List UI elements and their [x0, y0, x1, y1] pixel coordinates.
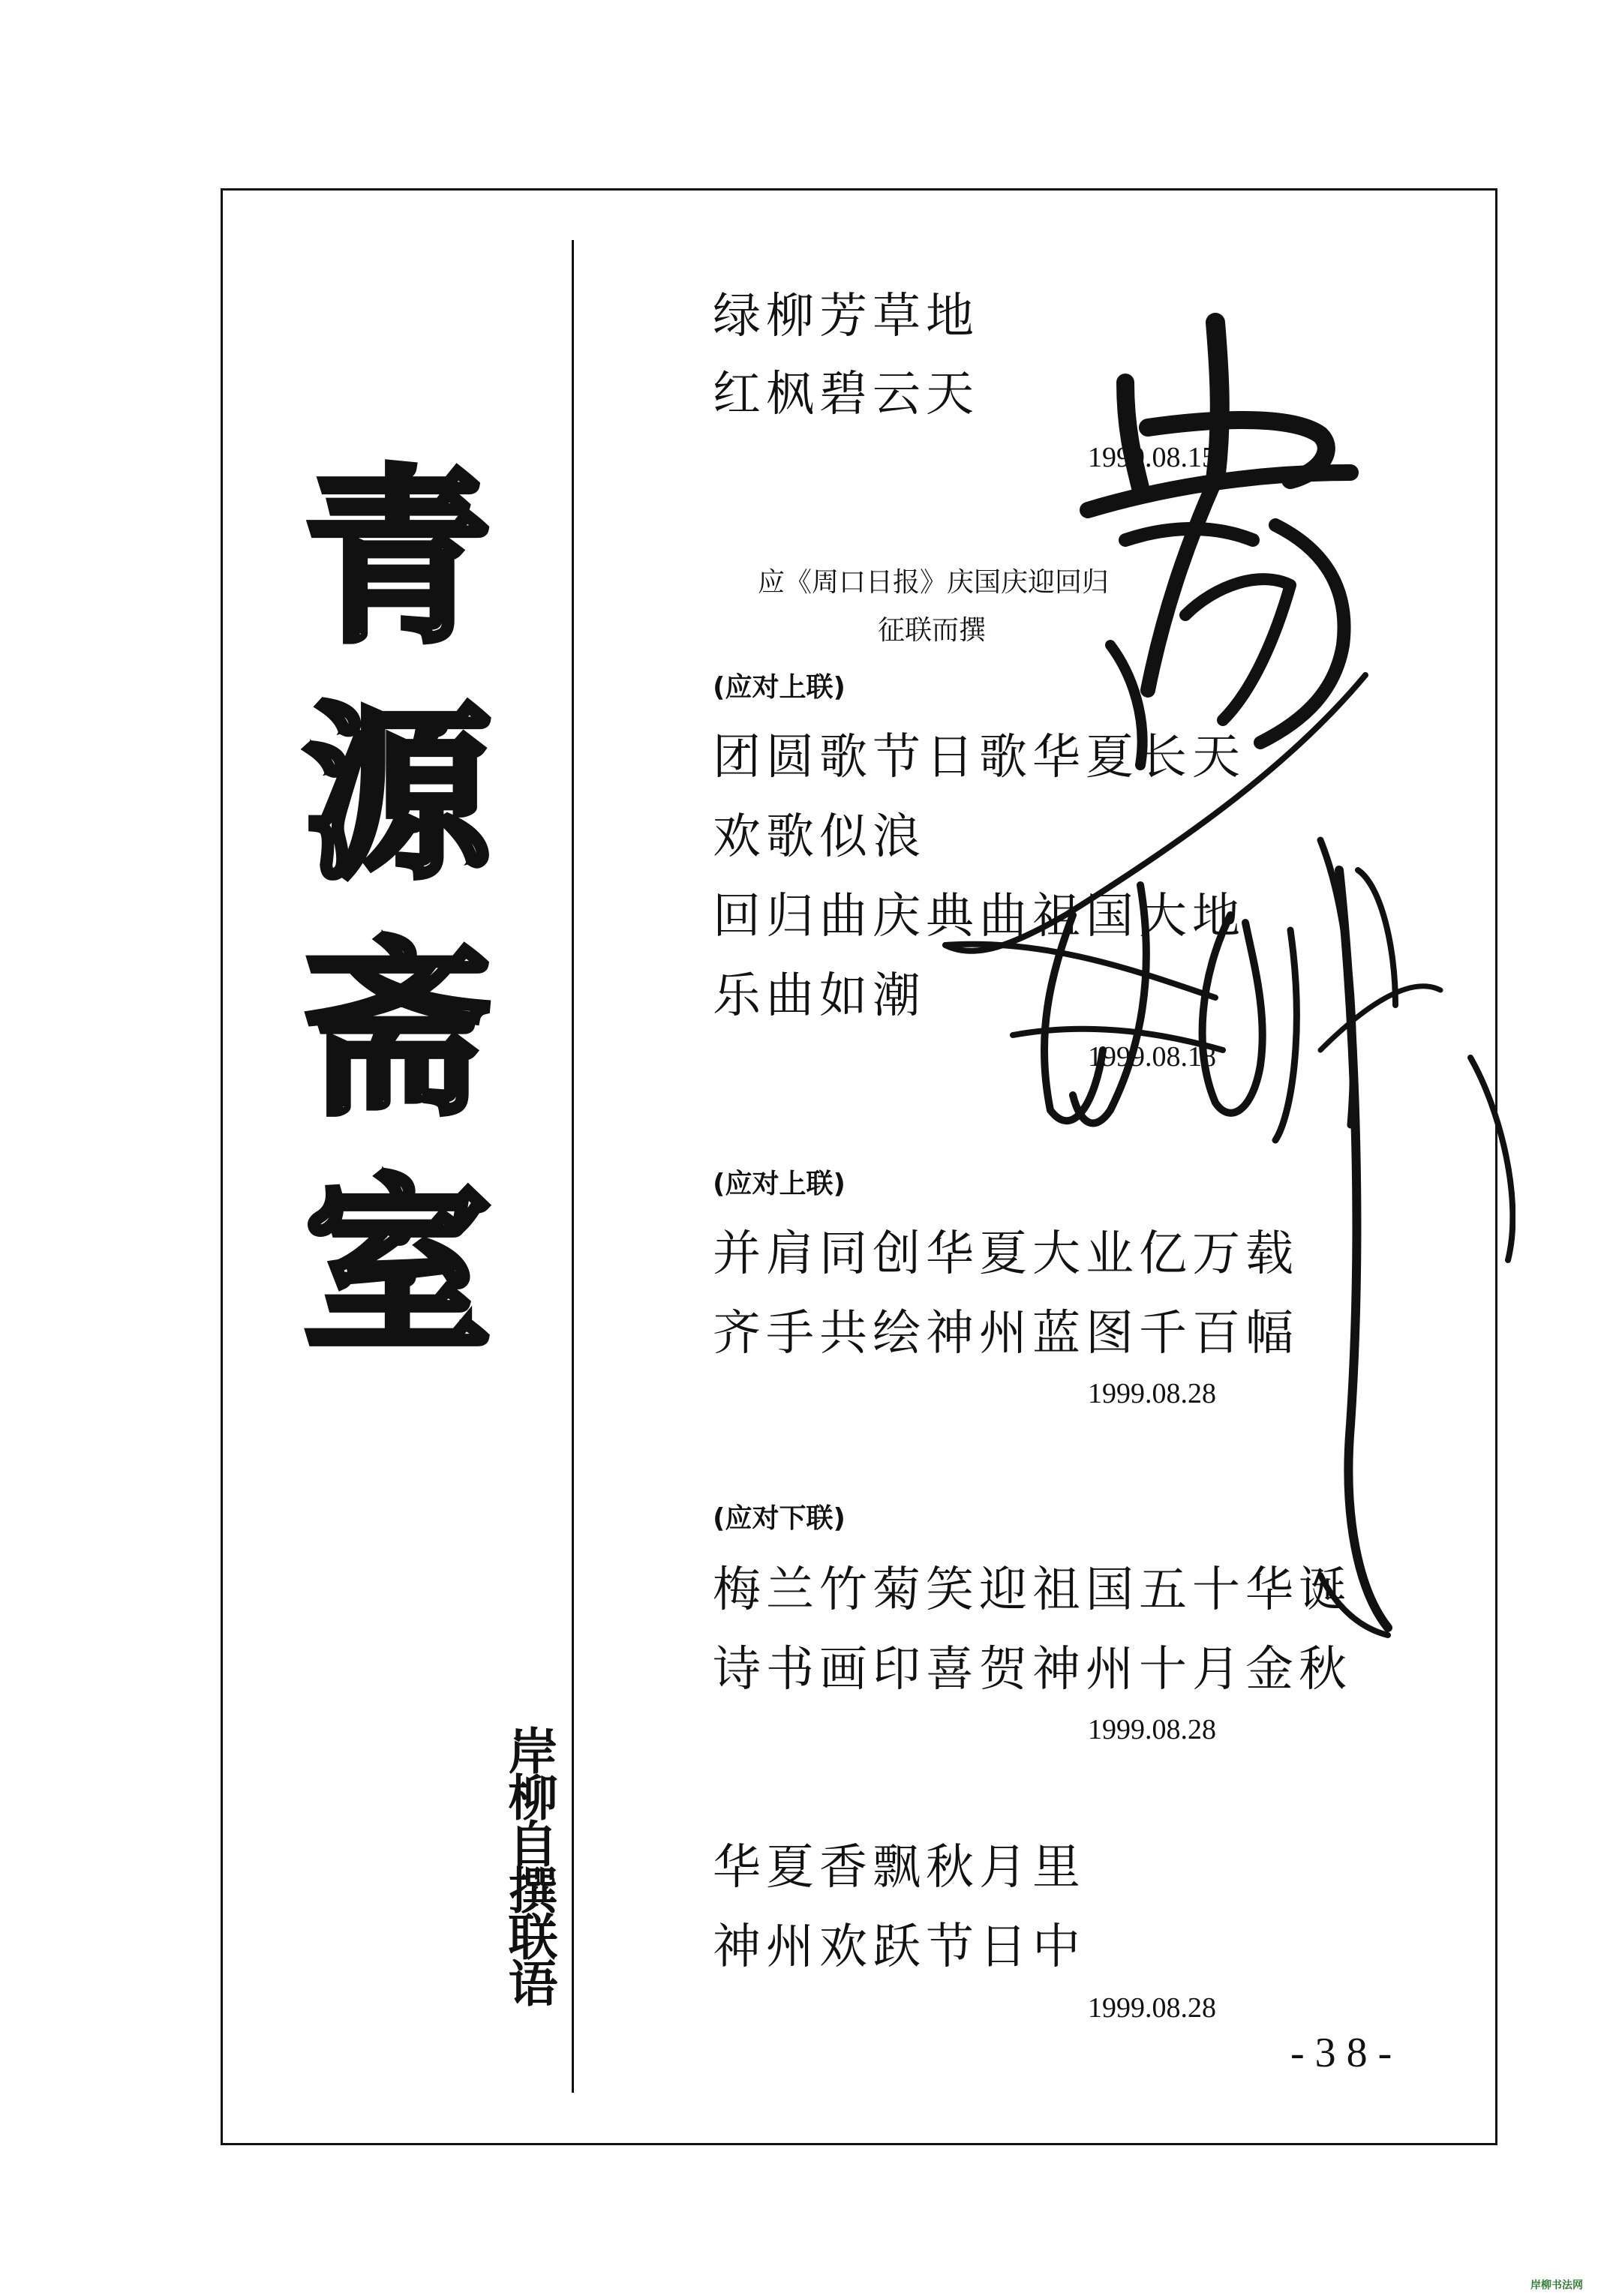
couplet-line: 乐曲如潮 [713, 968, 926, 1024]
entry-note: 征联而撰 [878, 615, 987, 646]
footer-logo: 岸柳书法网 [1530, 2279, 1583, 2291]
couplet-line: 梅兰竹菊笑迎祖国五十华诞 [713, 1562, 1352, 1618]
entry-note: 应《周口日报》庆国庆迎回归 [758, 567, 1110, 598]
couplet-line: 华夏香飘秋月里 [713, 1840, 1086, 1895]
couplet-line: 团圆歌节日歌华夏长天 [713, 730, 1245, 785]
couplet-line: 神州欢跃节日中 [713, 1919, 1086, 1975]
entry-date: 1999.08.28 [1088, 1992, 1216, 2024]
title-char-4: 室 [304, 1158, 491, 1376]
couplet-line: 诗书画印喜贺神州十月金秋 [713, 1642, 1352, 1697]
entry-label: (应对上联) [713, 1169, 846, 1199]
couplet-line: 回归曲庆典曲祖国大地 [713, 889, 1245, 944]
couplet-line: 绿柳芳草地 [713, 289, 979, 344]
entry-date: 1999.08.15 [1088, 442, 1216, 473]
couplet-line: 欢歌似浪 [713, 809, 926, 865]
page-number: -38- [1290, 2030, 1403, 2076]
entry-label: (应对下联) [713, 1503, 846, 1534]
title-char-3: 斋 [304, 922, 491, 1140]
couplet-line: 齐手共绘神州蓝图千百幅 [713, 1306, 1299, 1361]
entry-label: (应对上联) [713, 672, 846, 703]
entry-date: 1999.08.18 [1088, 1041, 1216, 1073]
handwritten-signature [900, 300, 1515, 1665]
entry-date: 1999.08.28 [1088, 1378, 1216, 1409]
title-char-2: 源 [304, 686, 491, 904]
couplet-line: 并肩同创华夏大业亿万载 [713, 1226, 1299, 1282]
subtitle: 岸柳自撰联语 [500, 1725, 557, 2004]
title-char-1: 青 [304, 449, 491, 668]
couplet-line: 红枫碧云天 [713, 367, 979, 422]
entry-date: 1999.08.28 [1088, 1714, 1216, 1745]
